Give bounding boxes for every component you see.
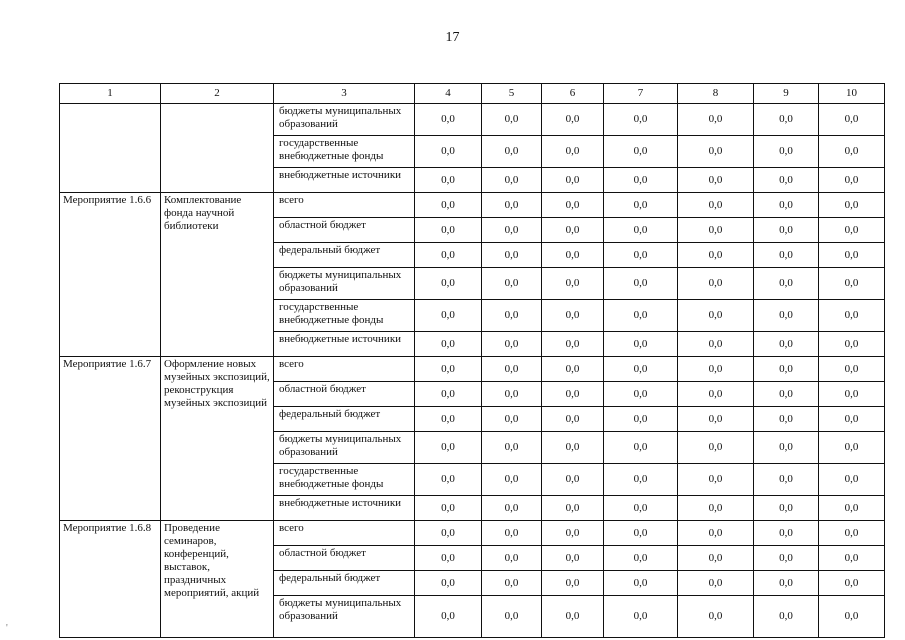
value-cell: 0,0	[754, 300, 819, 332]
value-cell: 0,0	[678, 357, 754, 382]
measure-code: Мероприятие 1.6.6	[60, 193, 161, 357]
funding-source-label: областной бюджет	[274, 382, 415, 407]
funding-source-label: внебюджетные источники	[274, 168, 415, 193]
value-cell: 0,0	[754, 496, 819, 521]
table-row	[60, 193, 885, 218]
value-cell: 0,0	[415, 382, 482, 407]
value-cell: 0,0	[542, 136, 604, 168]
value-cell: 0,0	[482, 496, 542, 521]
column-header: 2	[161, 84, 274, 104]
value-cell: 0,0	[819, 104, 885, 136]
value-cell: 0,0	[678, 300, 754, 332]
value-cell: 0,0	[819, 168, 885, 193]
value-cell: 0,0	[754, 596, 819, 638]
funding-source-label: всего	[274, 357, 415, 382]
value-cell: 0,0	[415, 357, 482, 382]
value-cell: 0,0	[678, 193, 754, 218]
value-cell: 0,0	[819, 496, 885, 521]
value-cell: 0,0	[678, 496, 754, 521]
value-cell: 0,0	[482, 193, 542, 218]
value-cell: 0,0	[542, 382, 604, 407]
value-cell: 0,0	[415, 268, 482, 300]
measure-code: Мероприятие 1.6.7	[60, 357, 161, 521]
value-cell: 0,0	[542, 193, 604, 218]
funding-source-label: областной бюджет	[274, 546, 415, 571]
value-cell: 0,0	[819, 432, 885, 464]
value-cell: 0,0	[604, 571, 678, 596]
value-cell: 0,0	[542, 357, 604, 382]
funding-source-label: бюджеты муниципальных образований	[274, 268, 415, 300]
measure-name: Комплектование фонда научной библиотеки	[161, 193, 274, 357]
measure-code: Мероприятие 1.6.8	[60, 521, 161, 638]
column-header: 8	[678, 84, 754, 104]
value-cell: 0,0	[415, 243, 482, 268]
value-cell: 0,0	[754, 357, 819, 382]
column-header: 10	[819, 84, 885, 104]
value-cell: 0,0	[604, 521, 678, 546]
value-cell: 0,0	[604, 104, 678, 136]
value-cell: 0,0	[415, 571, 482, 596]
value-cell: 0,0	[754, 243, 819, 268]
column-header: 3	[274, 84, 415, 104]
value-cell: 0,0	[542, 496, 604, 521]
value-cell: 0,0	[604, 596, 678, 638]
value-cell: 0,0	[542, 218, 604, 243]
value-cell: 0,0	[819, 357, 885, 382]
value-cell: 0,0	[754, 546, 819, 571]
value-cell: 0,0	[754, 382, 819, 407]
value-cell: 0,0	[678, 464, 754, 496]
value-cell: 0,0	[482, 218, 542, 243]
value-cell: 0,0	[604, 496, 678, 521]
value-cell: 0,0	[819, 546, 885, 571]
value-cell: 0,0	[819, 136, 885, 168]
value-cell: 0,0	[819, 382, 885, 407]
value-cell: 0,0	[482, 571, 542, 596]
value-cell: 0,0	[819, 218, 885, 243]
value-cell: 0,0	[678, 268, 754, 300]
value-cell: 0,0	[678, 218, 754, 243]
funding-source-label: федеральный бюджет	[274, 571, 415, 596]
funding-source-label: всего	[274, 193, 415, 218]
value-cell: 0,0	[604, 407, 678, 432]
value-cell: 0,0	[482, 407, 542, 432]
value-cell: 0,0	[604, 432, 678, 464]
measure-name-cell	[161, 104, 274, 193]
value-cell: 0,0	[819, 268, 885, 300]
value-cell: 0,0	[482, 464, 542, 496]
value-cell: 0,0	[482, 596, 542, 638]
funding-source-label: государственные внебюджетные фонды	[274, 300, 415, 332]
value-cell: 0,0	[819, 464, 885, 496]
value-cell: 0,0	[678, 407, 754, 432]
value-cell: 0,0	[482, 168, 542, 193]
value-cell: 0,0	[415, 168, 482, 193]
value-cell: 0,0	[678, 571, 754, 596]
scan-speck: '	[6, 623, 8, 634]
value-cell: 0,0	[415, 300, 482, 332]
value-cell: 0,0	[542, 596, 604, 638]
value-cell: 0,0	[819, 243, 885, 268]
value-cell: 0,0	[542, 268, 604, 300]
value-cell: 0,0	[604, 268, 678, 300]
budget-table	[59, 83, 885, 638]
value-cell: 0,0	[415, 596, 482, 638]
value-cell: 0,0	[542, 168, 604, 193]
value-cell: 0,0	[482, 268, 542, 300]
value-cell: 0,0	[604, 357, 678, 382]
funding-source-label: государственные внебюджетные фонды	[274, 136, 415, 168]
value-cell: 0,0	[604, 136, 678, 168]
value-cell: 0,0	[819, 521, 885, 546]
measure-name: Проведение семинаров, конференций, выставок, праздничных мероприятий, акций	[161, 521, 274, 638]
header-row	[60, 84, 885, 104]
funding-source-label: бюджеты муниципальных образований	[274, 104, 415, 136]
table-row	[60, 357, 885, 382]
value-cell: 0,0	[415, 193, 482, 218]
value-cell: 0,0	[542, 464, 604, 496]
value-cell: 0,0	[482, 432, 542, 464]
value-cell: 0,0	[482, 243, 542, 268]
value-cell: 0,0	[819, 596, 885, 638]
column-header: 7	[604, 84, 678, 104]
value-cell: 0,0	[604, 464, 678, 496]
value-cell: 0,0	[542, 432, 604, 464]
value-cell: 0,0	[678, 332, 754, 357]
value-cell: 0,0	[542, 300, 604, 332]
funding-source-label: всего	[274, 521, 415, 546]
value-cell: 0,0	[678, 168, 754, 193]
value-cell: 0,0	[754, 521, 819, 546]
value-cell: 0,0	[542, 571, 604, 596]
value-cell: 0,0	[819, 332, 885, 357]
value-cell: 0,0	[678, 596, 754, 638]
value-cell: 0,0	[542, 407, 604, 432]
value-cell: 0,0	[604, 193, 678, 218]
funding-source-label: федеральный бюджет	[274, 243, 415, 268]
value-cell: 0,0	[754, 407, 819, 432]
value-cell: 0,0	[678, 546, 754, 571]
value-cell: 0,0	[482, 521, 542, 546]
value-cell: 0,0	[415, 407, 482, 432]
value-cell: 0,0	[754, 571, 819, 596]
table-row	[60, 521, 885, 546]
value-cell: 0,0	[604, 332, 678, 357]
value-cell: 0,0	[678, 382, 754, 407]
column-header: 9	[754, 84, 819, 104]
value-cell: 0,0	[415, 332, 482, 357]
page-number: 17	[445, 30, 460, 45]
value-cell: 0,0	[678, 243, 754, 268]
value-cell: 0,0	[482, 332, 542, 357]
column-header: 1	[60, 84, 161, 104]
value-cell: 0,0	[604, 218, 678, 243]
value-cell: 0,0	[604, 300, 678, 332]
value-cell: 0,0	[542, 243, 604, 268]
table-body	[60, 84, 885, 638]
value-cell: 0,0	[754, 332, 819, 357]
value-cell: 0,0	[678, 432, 754, 464]
value-cell: 0,0	[678, 136, 754, 168]
value-cell: 0,0	[482, 382, 542, 407]
value-cell: 0,0	[819, 193, 885, 218]
value-cell: 0,0	[482, 300, 542, 332]
column-header: 6	[542, 84, 604, 104]
value-cell: 0,0	[754, 104, 819, 136]
value-cell: 0,0	[482, 104, 542, 136]
value-cell: 0,0	[415, 432, 482, 464]
value-cell: 0,0	[678, 104, 754, 136]
value-cell: 0,0	[415, 218, 482, 243]
table-row	[60, 104, 885, 136]
value-cell: 0,0	[754, 168, 819, 193]
value-cell: 0,0	[819, 407, 885, 432]
value-cell: 0,0	[542, 546, 604, 571]
value-cell: 0,0	[542, 104, 604, 136]
column-header: 4	[415, 84, 482, 104]
value-cell: 0,0	[415, 496, 482, 521]
measure-code-cell	[60, 104, 161, 193]
value-cell: 0,0	[415, 104, 482, 136]
value-cell: 0,0	[754, 136, 819, 168]
funding-source-label: бюджеты муниципальных образований	[274, 596, 415, 638]
funding-source-label: государственные внебюджетные фонды	[274, 464, 415, 496]
value-cell: 0,0	[754, 193, 819, 218]
value-cell: 0,0	[754, 218, 819, 243]
value-cell: 0,0	[819, 571, 885, 596]
value-cell: 0,0	[604, 382, 678, 407]
value-cell: 0,0	[542, 332, 604, 357]
value-cell: 0,0	[604, 546, 678, 571]
value-cell: 0,0	[754, 464, 819, 496]
value-cell: 0,0	[754, 432, 819, 464]
value-cell: 0,0	[415, 546, 482, 571]
funding-source-label: областной бюджет	[274, 218, 415, 243]
value-cell: 0,0	[754, 268, 819, 300]
value-cell: 0,0	[604, 243, 678, 268]
value-cell: 0,0	[542, 521, 604, 546]
funding-source-label: бюджеты муниципальных образований	[274, 432, 415, 464]
value-cell: 0,0	[482, 357, 542, 382]
value-cell: 0,0	[482, 136, 542, 168]
value-cell: 0,0	[415, 136, 482, 168]
funding-source-label: внебюджетные источники	[274, 496, 415, 521]
funding-source-label: внебюджетные источники	[274, 332, 415, 357]
funding-source-label: федеральный бюджет	[274, 407, 415, 432]
value-cell: 0,0	[482, 546, 542, 571]
value-cell: 0,0	[678, 521, 754, 546]
column-header: 5	[482, 84, 542, 104]
measure-name: Оформление новых музейных экспозиций, реконструкция музейных экспозиций	[161, 357, 274, 521]
value-cell: 0,0	[819, 300, 885, 332]
value-cell: 0,0	[415, 464, 482, 496]
value-cell: 0,0	[415, 521, 482, 546]
value-cell: 0,0	[604, 168, 678, 193]
